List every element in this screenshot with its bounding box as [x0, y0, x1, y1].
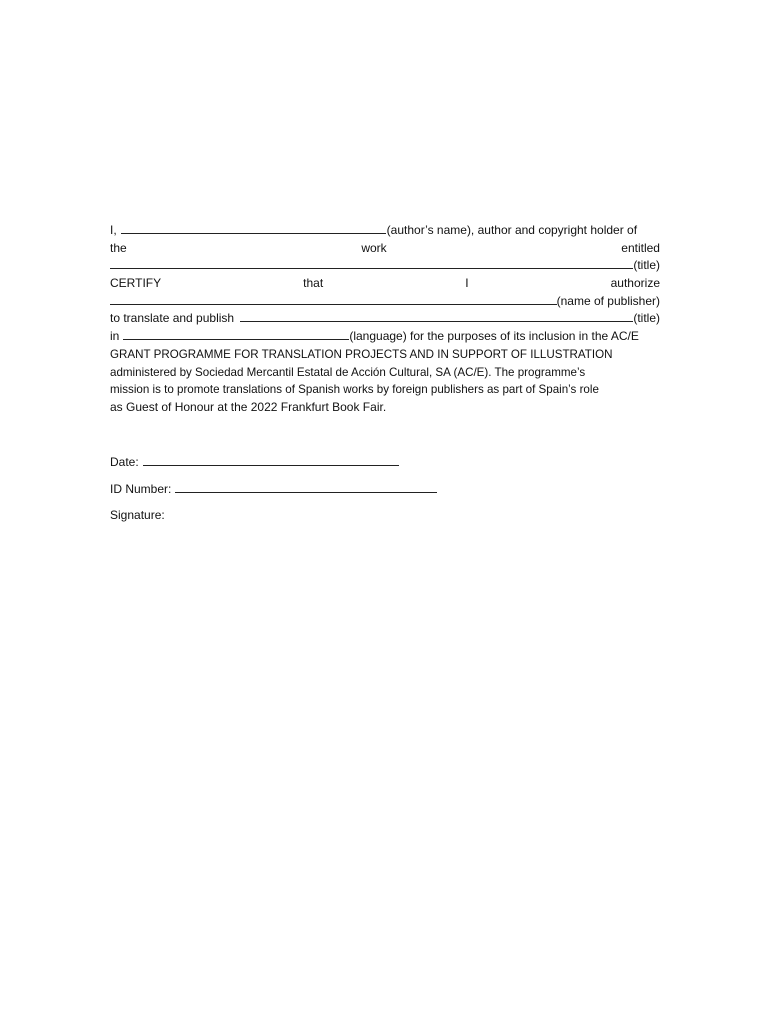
line-7-suffix: (language) for the purposes of its inclusion in the AC/E	[349, 329, 639, 344]
line-4-word-2: that	[303, 276, 324, 291]
line-2	[110, 240, 660, 258]
line-2-word-2: work	[361, 240, 387, 255]
line-7	[110, 328, 660, 346]
line-10-text: mission is to promote translations of Spanish works by foreign publishers as part of Spain’s role	[110, 383, 599, 397]
publisher-name-blank[interactable]	[110, 293, 557, 305]
title-blank[interactable]	[110, 257, 633, 269]
line-11	[110, 399, 660, 417]
id-number-blank[interactable]	[175, 481, 437, 493]
line-6-prefix: to translate and publish	[110, 311, 235, 326]
certification-paragraph	[110, 222, 660, 417]
translated-title-blank[interactable]	[240, 310, 633, 322]
id-number-field	[110, 481, 437, 496]
line-9	[110, 364, 660, 382]
line-6	[110, 310, 660, 328]
date-label: Date:	[110, 455, 139, 469]
line-6-suffix: (title)	[633, 311, 660, 326]
line-3-suffix: (title)	[633, 258, 660, 273]
line-2-word-3: entitled	[621, 240, 660, 255]
line-1-prefix: I,	[110, 223, 117, 237]
line-10	[110, 381, 660, 399]
line-8	[110, 346, 660, 364]
line-4-word-3: I	[465, 276, 469, 291]
line-4-word-4: authorize	[610, 276, 660, 291]
line-1	[110, 222, 660, 240]
line-1-suffix: (author’s name), author and copyright holder of	[386, 223, 638, 237]
line-4-word-1: CERTIFY	[110, 276, 162, 291]
signature-field	[110, 508, 165, 522]
line-2-word-1: the	[110, 240, 127, 255]
line-9-text: administered by Sociedad Mercantil Estatal de Acción Cultural, SA (AC/E). The programme’s	[110, 365, 586, 379]
date-blank[interactable]	[143, 454, 399, 466]
signature-label: Signature:	[110, 508, 165, 522]
line-3	[110, 257, 660, 275]
id-number-label: ID Number:	[110, 482, 172, 496]
line-5-suffix: (name of publisher)	[556, 293, 660, 308]
line-7-prefix: in	[110, 329, 120, 344]
language-blank[interactable]	[123, 328, 349, 340]
author-name-blank[interactable]	[121, 222, 386, 234]
line-11-text: as Guest of Honour at the 2022 Frankfurt Book Fair.	[110, 399, 387, 414]
line-8-text: GRANT PROGRAMME FOR TRANSLATION PROJECTS AND IN SUPPORT OF ILLUSTRATION	[110, 347, 613, 361]
date-field	[110, 454, 399, 469]
line-4	[110, 275, 660, 293]
line-5	[110, 293, 660, 311]
